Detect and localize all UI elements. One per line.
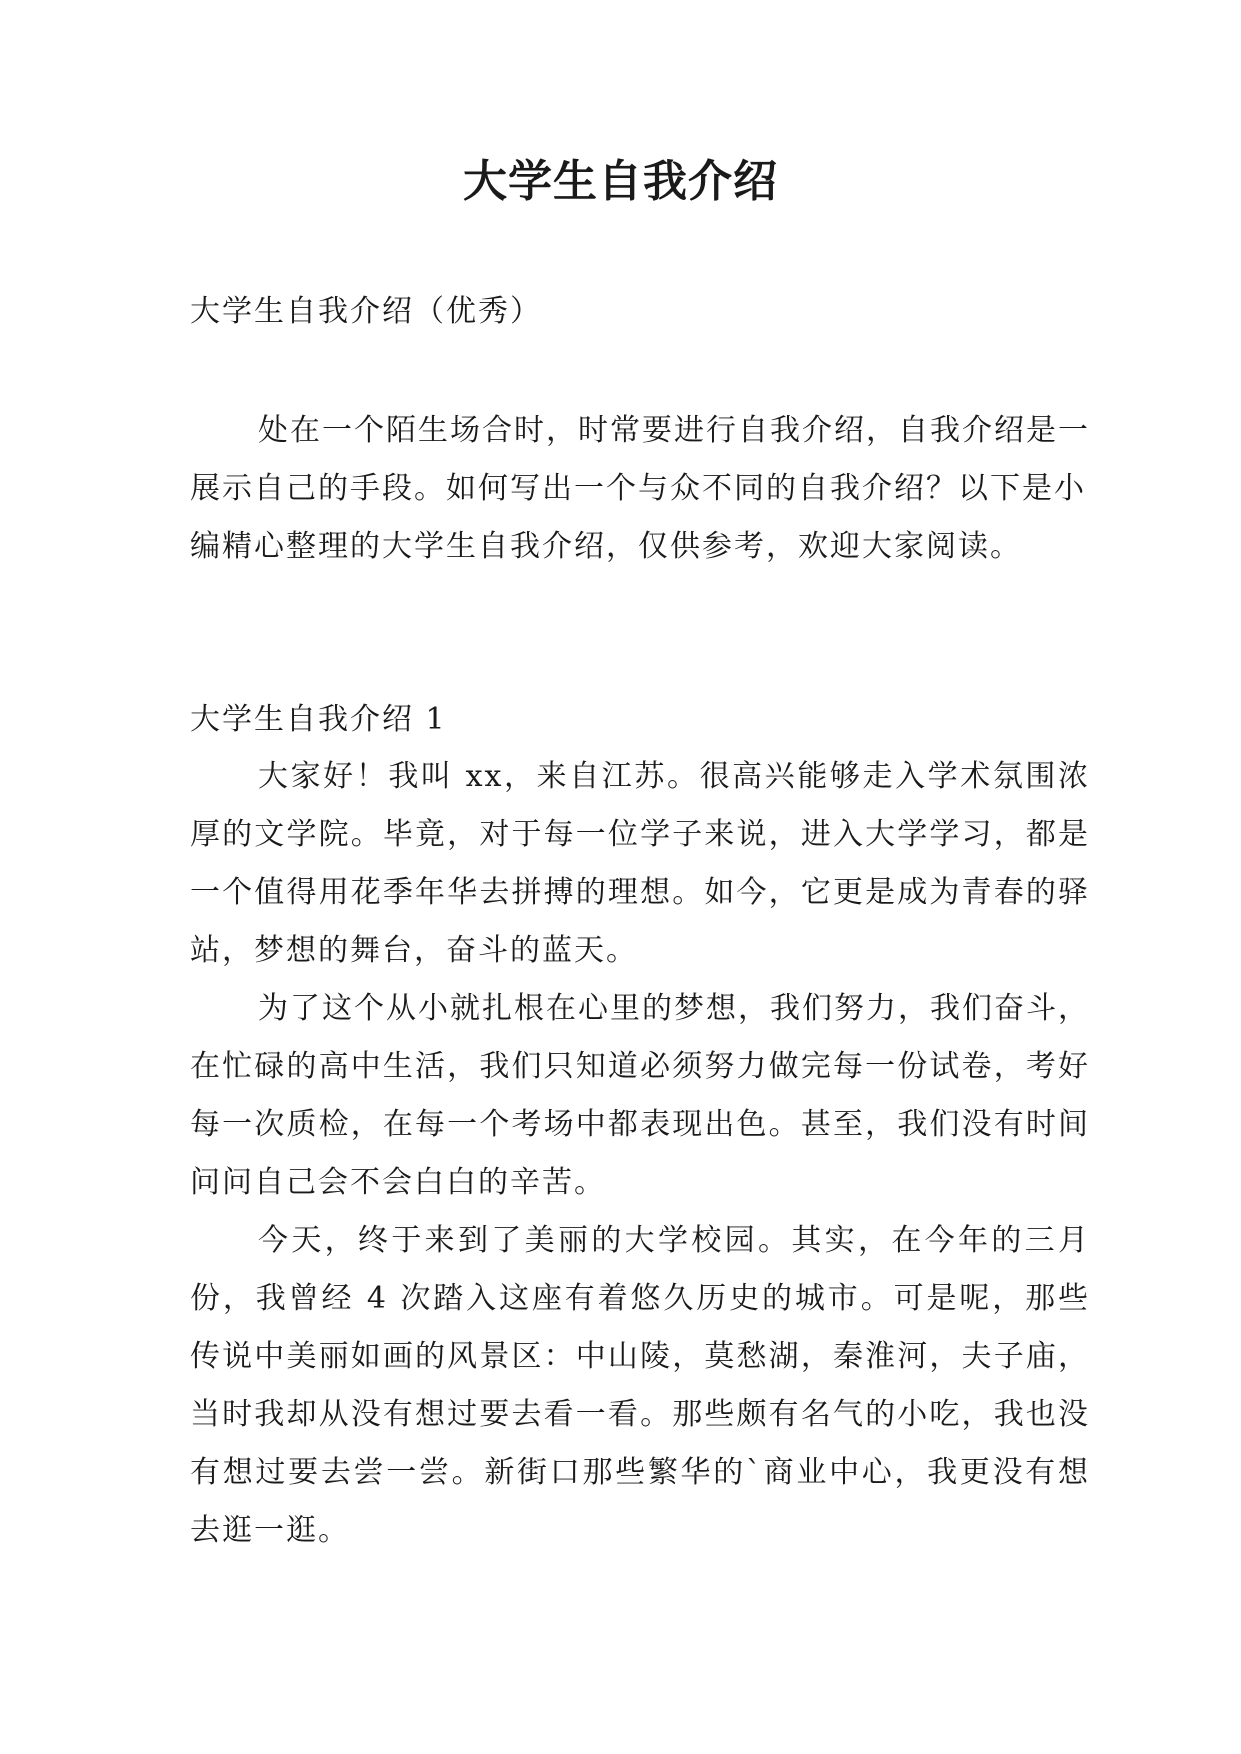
document-subtitle: 大学生自我介绍（优秀）: [190, 294, 542, 329]
intro-paragraph: 处在一个陌生场合时，时常要进行自我介绍，自我介绍是一展示自己的手段。如何写出一个与众不同的自我介绍？以下是小编精心整理的大学生自我介绍，仅供参考，欢迎大家阅读。: [190, 413, 1090, 564]
section-heading: 大学生自我介绍 1: [190, 702, 447, 737]
document-title: 大学生自我介绍: [463, 156, 778, 207]
section-body: [190, 748, 1090, 1560]
body-paragraph-1: 大家好！我叫 xx，来自江苏。很高兴能够走入学术氛围浓厚的文学院。毕竟，对于每一位学子来说，进入大学学习，都是一个值得用花季年华去拼搏的理想。如今，它更是成为青春的驿站，梦想的舞台，奋斗的蓝天。: [190, 759, 1090, 968]
body-paragraph-2: 为了这个从小就扎根在心里的梦想，我们努力，我们奋斗，在忙碌的高中生活，我们只知道必须努力做完每一份试卷，考好每一次质检，在每一个考场中都表现出色。甚至，我们没有时间问问自己会不会白白的辛苦。: [190, 991, 1090, 1200]
body-paragraph-3: 今天，终于来到了美丽的大学校园。其实，在今年的三月份，我曾经 4 次踏入这座有着悠久历史的城市。可是呢，那些传说中美丽如画的风景区：中山陵，莫愁湖，秦淮河，夫子庙，当时我却从没有想过要去看一看。那些颇有名气的小吃，我也没有想过要去尝一尝。新街口那些繁华的`商业中心，我更没有想去逛一逛。: [190, 1223, 1090, 1548]
